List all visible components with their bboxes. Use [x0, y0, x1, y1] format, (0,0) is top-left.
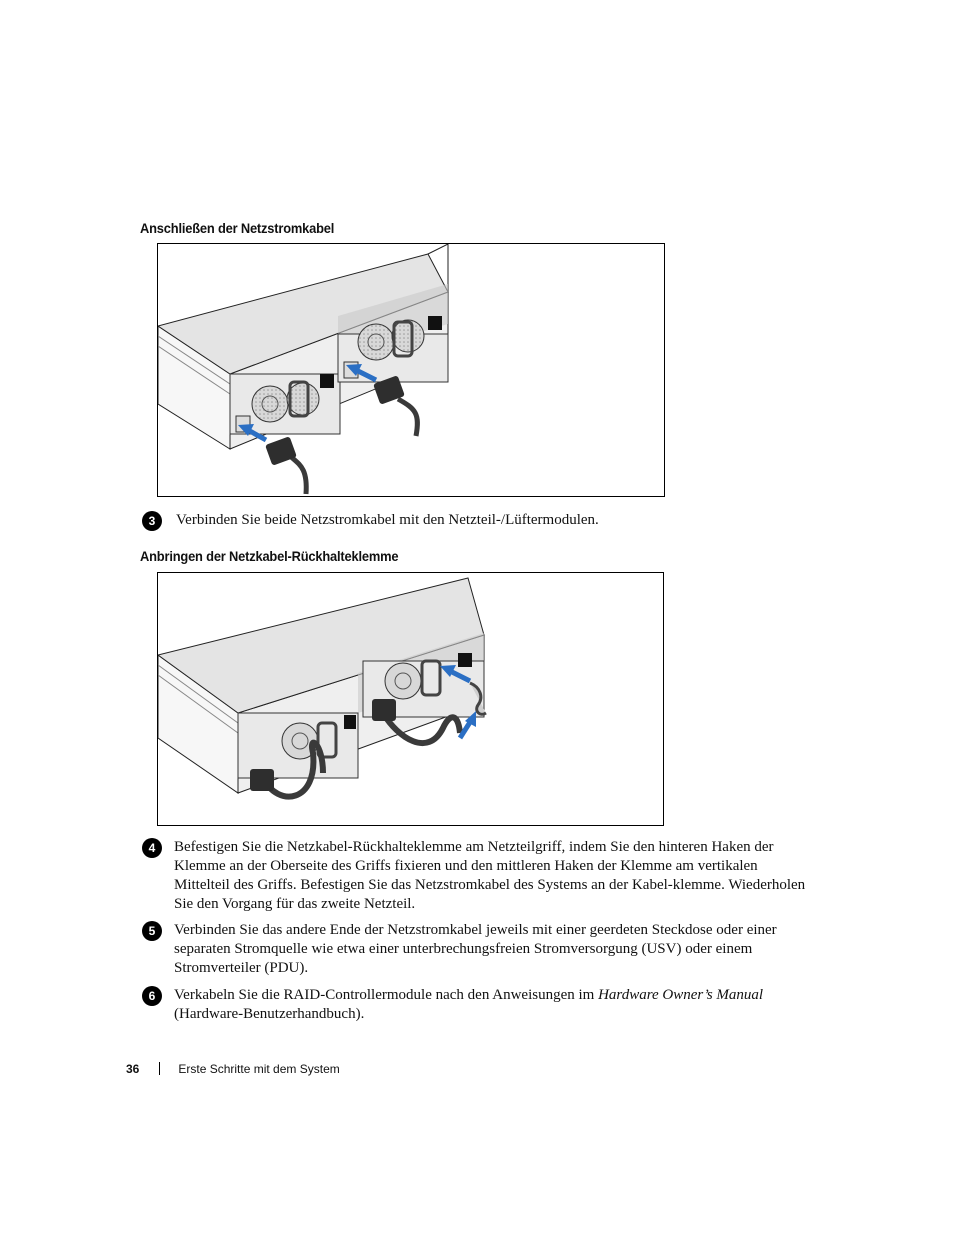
power-cable-left — [265, 436, 306, 494]
step-text: Verbinden Sie beide Netzstromkabel mit den Netzteil-/Lüftermodulen. — [176, 512, 599, 528]
footer-divider — [159, 1062, 160, 1075]
figure-attach-cable-clamp — [157, 572, 664, 826]
step-text: Verbinden Sie das andere Ende der Netzstromkabel jeweils mit einer geerdeten Steckdose oder einer separaten Stromquelle wie etwa einer unterbrechungsfreien Stromversorgung (USV) oder einem Stromverteiler (PDU). — [174, 922, 777, 976]
figure-connect-power-cables — [157, 243, 665, 497]
step-number-badge: 6 — [142, 986, 162, 1006]
section-heading-power-cables: Anschließen der Netzstromkabel — [140, 220, 335, 236]
step-text-part: Verkabeln Sie die RAID-Controllermodule nach den Anweisungen im — [174, 987, 599, 1003]
page-number: 36 — [126, 1062, 140, 1076]
step-number-badge: 4 — [142, 838, 162, 858]
chapter-title: Erste Schritte mit dem System — [178, 1062, 340, 1076]
section-heading-cable-clamp: Anbringen der Netzkabel-Rückhalteklemme — [140, 548, 399, 564]
manual-title: Hardware Owner’s Manual — [598, 987, 764, 1003]
step-number-badge: 3 — [142, 511, 162, 531]
step-text: Befestigen Sie die Netzkabel-Rückhalteklemme am Netzteilgriff, indem Sie den hinteren Haken der Klemme an der Oberseite des Griffs fixieren und den mittleren Haken der Klemme am vertikalen Mittelteil des Griffs. Befestigen Sie das Netzstromkabel des Systems an der Kabel-klemme. Wiederholen Sie den Vorgang für das zweite Netzteil. — [174, 839, 806, 912]
step-number-badge: 5 — [142, 921, 162, 941]
page-footer — [126, 1062, 340, 1076]
step-text — [174, 986, 808, 1024]
step-text-part: (Hardware-Benutzerhandbuch). — [174, 1006, 365, 1022]
illustration-power-cable-connection — [158, 244, 664, 496]
power-cable-right — [373, 375, 417, 436]
psu-module-left — [238, 713, 358, 778]
illustration-cable-clamp — [158, 573, 663, 825]
